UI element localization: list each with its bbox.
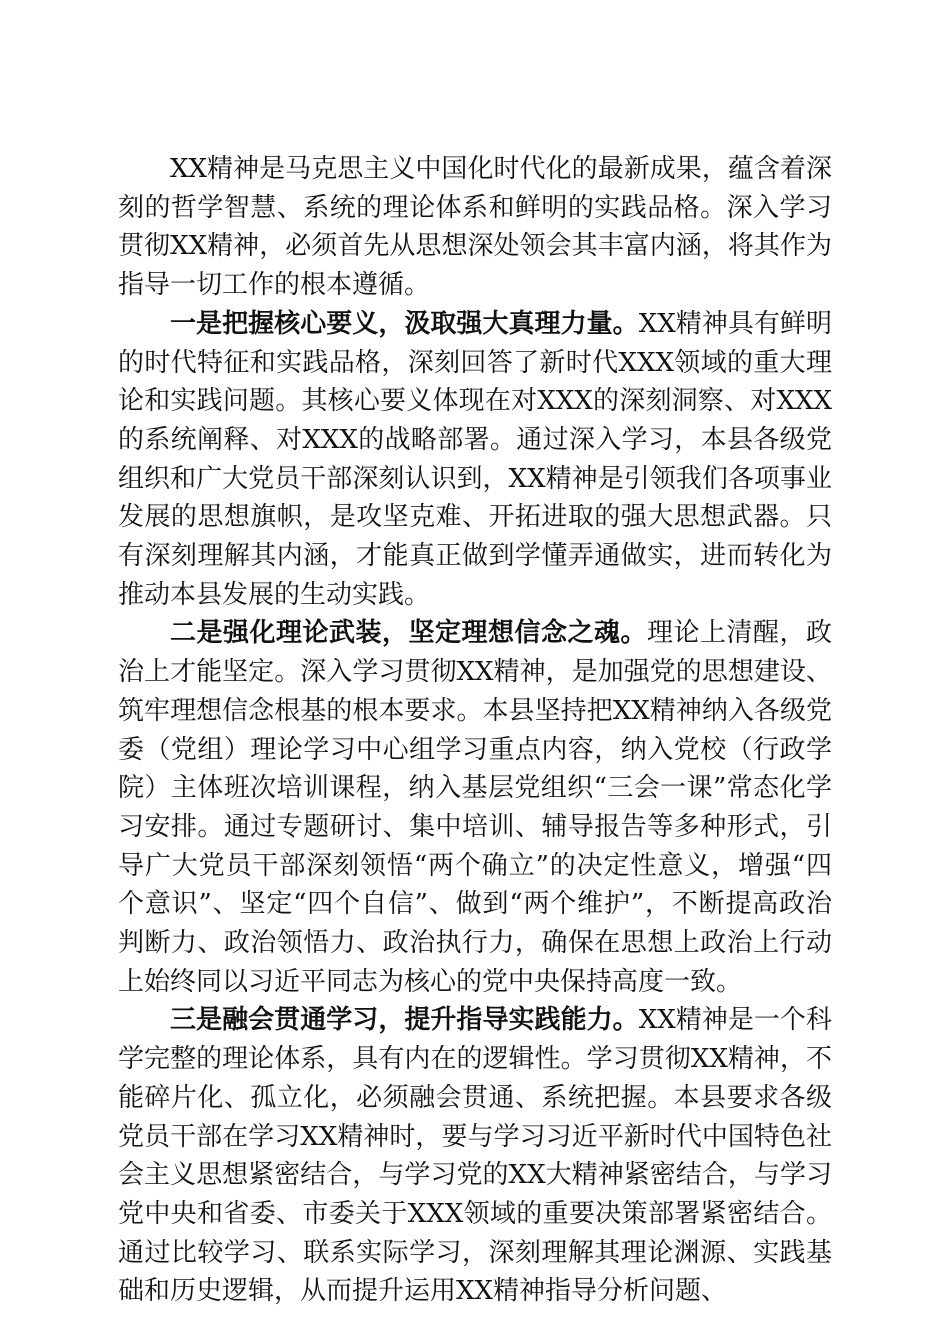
paragraph-text: 理论上清醒，政治上才能坚定。深入学习贯彻XX精神，是加强党的思想建设、筑牢理想信念根基的根本要求。本县坚持把XX精神纳入各级党委（党组）理论学习中心组学习重点内容，纳入党校（行政学院）主体班次培训课程，纳入基层党组织“三会一课”常态化学习安排。通过专题研讨、集中培训、辅导报告等多种形式，引导广大党员干部深刻领悟“两个确立”的决定性意义，增强“四个意识”、坚定“四个自信”、做到“两个维护”，不断提高政治判断力、政治领悟力、政治执行力，确保在思想上政治上行动上始终同以习近平同志为核心的党中央保持高度一致。 [118,618,832,997]
paragraph-text: XX精神具有鲜明的时代特征和实践品格，深刻回答了新时代XXX领域的重大理论和实践问题。其核心要义体现在对XXX的深刻洞察、对XXX的系统阐释、对XXX的战略部署。通过深入学习，本县各级党组织和广大党员干部深刻认识到，XX精神是引领我们各项事业发展的思想旗帜，是攻坚克难、开拓进取的强大思想武器。只有深刻理解其内涵，才能真正做到学懂弄通做实，进而转化为推动本县发展的生动实践。 [118,308,832,610]
point-one-paragraph [118,305,832,615]
paragraph-heading: 二是强化理论武装，坚定理想信念之魂。 [170,618,647,649]
paragraph-heading: 一是把握核心要义，汲取强大真理力量。 [170,308,639,339]
document-body [118,150,832,1311]
intro-paragraph [118,150,832,305]
paragraph-text: XX精神是一个科学完整的理论体系，具有内在的逻辑性。学习贯彻XX精神，不能碎片化、孤立化，必须融会贯通、系统把握。本县要求各级党员干部在学习XX精神时，要与学习习近平新时代中国特色社会主义思想紧密结合，与学习党的XX大精神紧密结合，与学习党中央和省委、市委关于XXX领域的重要决策部署紧密结合。通过比较学习、联系实际学习，深刻理解其理论渊源、实践基础和历史逻辑，从而提升运用XX精神指导分析问题、 [118,1005,832,1307]
paragraph-heading: 三是融会贯通学习，提升指导实践能力。 [170,1005,639,1036]
point-two-paragraph [118,614,832,1001]
paragraph-text: XX精神是马克思主义中国化时代化的最新成果，蕴含着深刻的哲学智慧、系统的理论体系和鲜明的实践品格。深入学习贯彻XX精神，必须首先从思想深处领会其丰富内涵，将其作为指导一切工作的根本遵循。 [118,154,832,301]
point-three-paragraph [118,1001,832,1311]
